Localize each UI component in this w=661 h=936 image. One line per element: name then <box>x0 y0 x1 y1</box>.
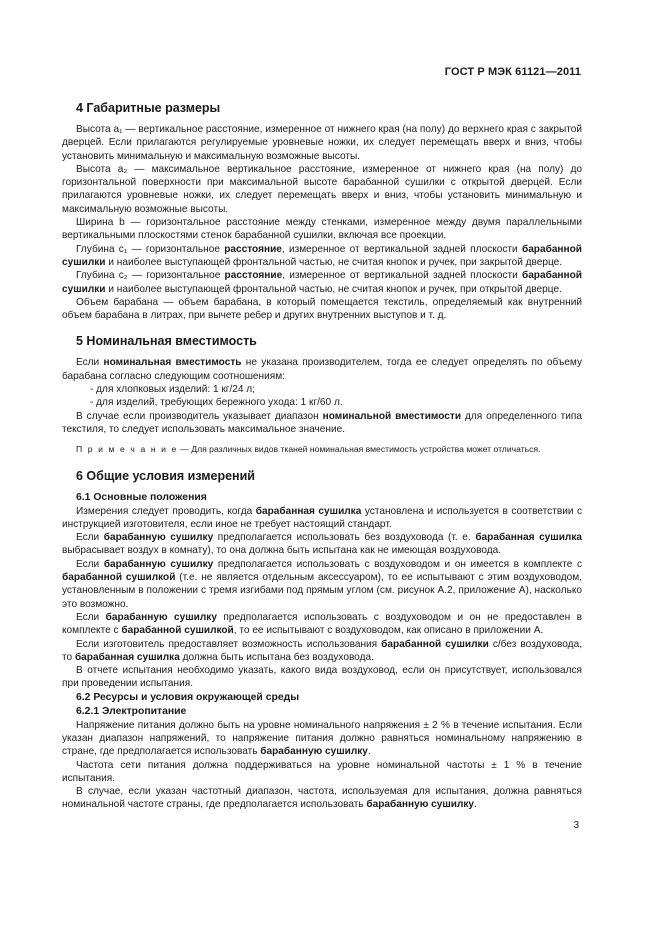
doc-header-id: ГОСТ Р МЭК 61121—2011 <box>444 66 581 78</box>
s621-p1: Напряжение питания должно быть на уровне номинального напряжения ± 2 % в течение испытания. Если указан диапазон напряжений, то напряжение питания должно равняться номинальному напряжению в стране, где предполагается использовать барабанную сушилку. <box>62 719 582 758</box>
s61-p6: В отчете испытания необходимо указать, какого вида воздуховод, если он присутствует, использовался при проведении испытания. <box>62 665 582 690</box>
section-5-heading: 5 Номинальная вместимость <box>76 334 257 349</box>
s5-list-item-delicate: - для изделий, требующих бережного ухода: 1 кг/60 л. <box>90 397 343 409</box>
s61-p3: Если барабанную сушилку предполагается использовать с воздуховодом и он имеется в комплекте с барабанной сушилкой (т.е. не является отдельным аксессуаром), то ее испытывают с этим воздуховодом, установленным в положении с тремя изгибами под прямым углом (см. рисунок А.2, приложение А), насколько это возможно. <box>62 558 582 610</box>
s61-p4: Если барабанную сушилку предполагается использовать с воздуховодом и он не предоставлен в комплекте с барабанной сушилкой, то ее испытывают с воздуховодом, как описано в приложении А. <box>62 611 582 637</box>
s4-depth-c2: Глубина c₂ — горизонтальное расстояние, измеренное от вертикальной задней плоскости барабанной сушилки и наиболее выступающей фронтальной частью, не считая кнопок и ручек, при открытой дверце. <box>62 270 582 295</box>
s621-p3: В случае, если указан частотный диапазон, частота, используемая для испытания, должна равняться номинальной частоте страны, где предполагается использовать барабанную сушилку. <box>62 786 582 811</box>
section-6-2-heading: 6.2 Ресурсы и условия окружающей среды <box>76 691 300 703</box>
s4-height-a2: Высота a₂ — максимальное вертикальное расстояние, измеренное от нижнего края (на полу) до горизонтальной поверхности при максимальной высоте барабанной сушилки с открытой дверцей. Если прилагаются уровневые ножки, их следует перемещать вверх и вниз, чтобы установить минимальную и максимальную возможные высоты. <box>62 163 582 215</box>
section-4-heading: 4 Габаритные размеры <box>76 101 221 115</box>
s5-list-item-cotton: - для хлопковых изделий: 1 кг/24 л; <box>90 384 255 396</box>
s61-p5: Если изготовитель предоставляет возможность использования барабанной сушилки с/без воздуховода, то барабанная сушилка должна быть испытана без воздуховода. <box>62 638 582 663</box>
s5-range: В случае если производитель указывает диапазон номинальной вместимости для определенного типа текстиля, то следует использовать максимальное значение. <box>62 410 583 435</box>
s5-intro: Если номинальная вместимость не указана производителем, тогда ее следует определять по объему барабана согласно следующим соотношениям: <box>62 357 582 382</box>
section-6-2-1-heading: 6.2.1 Электропитание <box>76 705 187 717</box>
s61-p2: Если барабанную сушилку предполагается использовать без воздуховода (т. е. барабанная сушилка выбрасывает воздух в комнату), то она должна быть испытана как не имеющая воздуховода. <box>62 532 582 557</box>
s4-height-a1: Высота a₁ — вертикальное расстояние, измеренное от нижнего края (на полу) до верхнего края с закрытой дверцей. Если прилагаются регулируемые уровневые ножки, их следует перемещать вверх и вниз, чтобы установить минимальную и максимальную возможные высоты. <box>62 124 582 162</box>
s621-p2: Частота сети питания должна поддерживаться на уровне номинальной частоты ± 1 % в течение испытания. <box>62 759 582 784</box>
page-number: 3 <box>573 820 579 831</box>
section-6-1-heading: 6.1 Основные положения <box>76 491 207 503</box>
document-body <box>62 100 582 812</box>
s5-note: П р и м е ч а н и е — Для различных видов тканей номинальная вместимость устройства может отличаться. <box>76 444 541 455</box>
s4-depth-c1: Глубина c₁ — горизонтальное расстояние, измеренное от вертикальной задней плоскости барабанной сушилки и наиболее выступающей фронтальной частью, не считая кнопок и ручек, при закрытой дверце. <box>62 243 582 268</box>
s61-p1: Измерения следует проводить, когда барабанная сушилка установлена и используется в соответствии с инструкцией изготовителя, если иное не требует настоящий стандарт. <box>62 505 583 530</box>
section-6-heading: 6 Общие условия измерений <box>76 468 255 483</box>
s4-width-b: Ширина b — горизонтальное расстояние между стенками, измеренное между двумя параллельными вертикальными плоскостями стенок барабанной сушилки, включая все проекции. <box>62 217 582 242</box>
s4-drum-volume: Объем барабана — объем барабана, в который помещается текстиль, определяемый как внутренний объем барабана в литрах, при вычете ребер и других внутренних выступов и т. д. <box>62 296 582 322</box>
